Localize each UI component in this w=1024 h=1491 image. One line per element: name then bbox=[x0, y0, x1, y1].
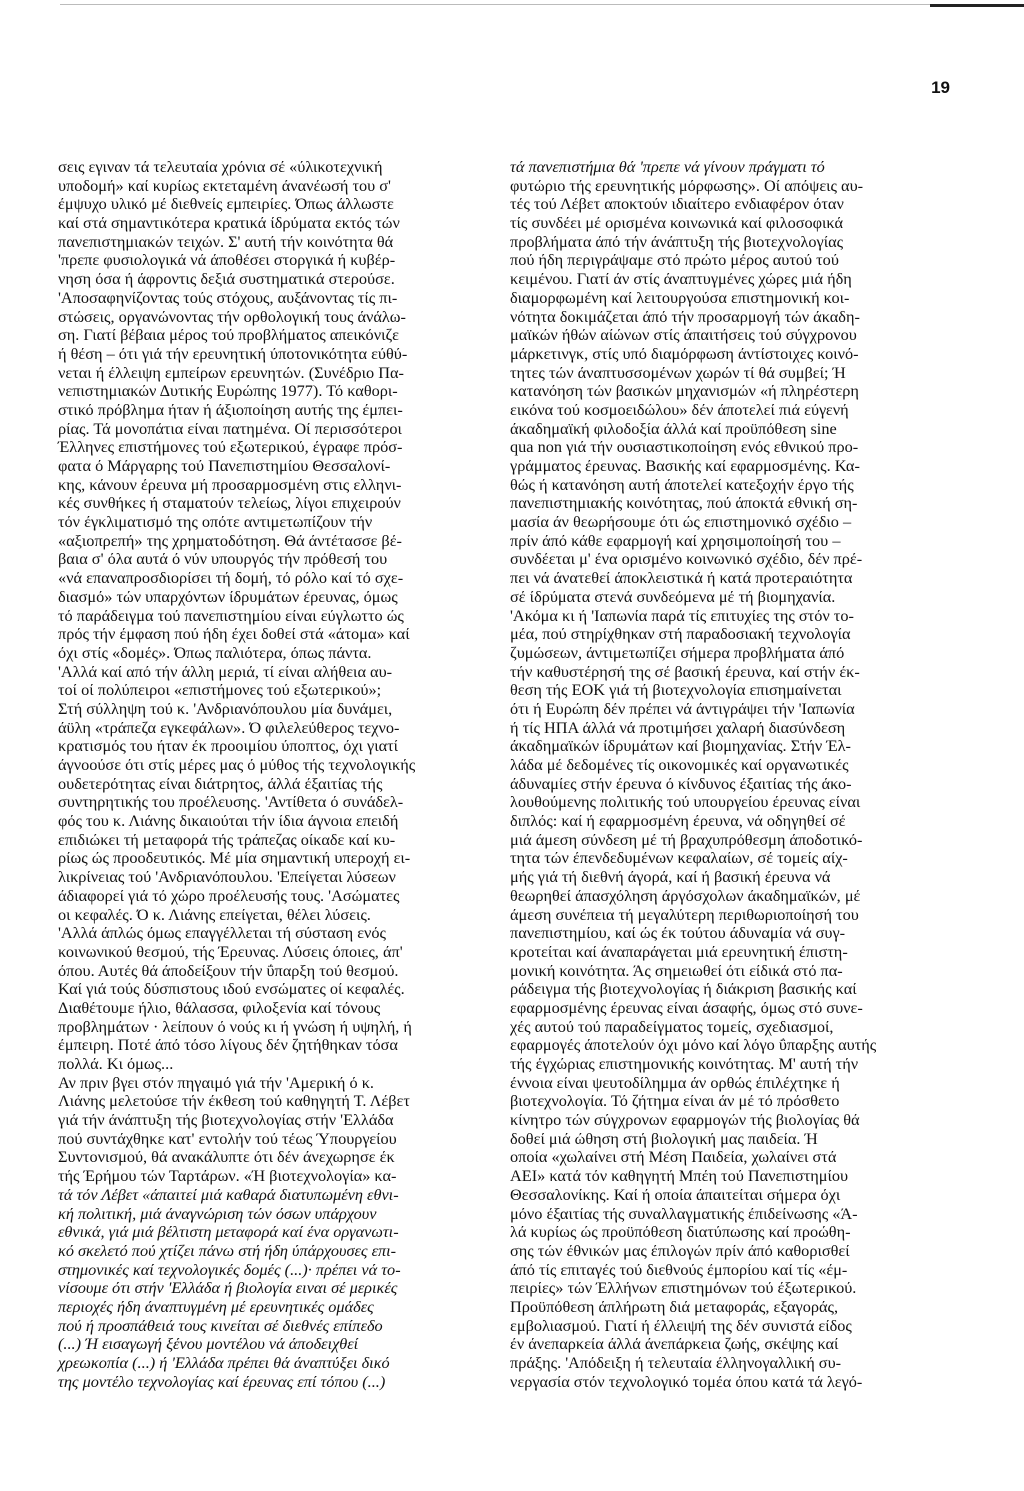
page-number: 19 bbox=[931, 78, 950, 97]
text-line: περιοχές ήδη άναπτυγμένη μέ ερευνητικές ομάδες bbox=[58, 1296, 374, 1316]
text-line: εικόνα τού κοσμοειδώλου» δέν άποτελεί πιά εύγενή bbox=[510, 399, 849, 419]
text-line: όπου. Αυτές θά άποδείξουν τήν ΰπαρξη τού θεσμού. bbox=[58, 960, 399, 980]
text-line: Καί γιά τούς δύσπιστους ιδού ενσώματες οί κεφαλές. bbox=[58, 979, 405, 999]
text-line: Έλληνες επιστήμονες τού εξωτερικού, έγραφε πρόσ- bbox=[58, 437, 403, 457]
text-line: έννοια είναι ψευτοδίλημμα άν ορθώς έπιλέχτηκε ή bbox=[510, 1072, 840, 1092]
text-line: (...) Ή εισαγωγή ξένου μοντέλου νά άποδειχθεί bbox=[58, 1334, 359, 1354]
text-line: εφαρμοσμένης έρευνας είναι άσαφής, όμως στό συνε- bbox=[510, 997, 863, 1017]
text-line: πού ή προσπάθειά τους κινείται σέ διεθνές επίπεδο bbox=[58, 1315, 383, 1335]
text-line: κοινωνικού θεσμού, τής Έρευνας. Λύσεις όποιες, άπ' bbox=[58, 941, 403, 961]
text-line: φατα ό Μάργαρης τού Πανεπιστημίου Θεσσαλονί- bbox=[58, 456, 391, 475]
text-line: εμβολιασμού. Γιατί ή έλλειψή της δέν συνιστά είδος bbox=[510, 1315, 852, 1335]
text-line: γράμματος έρευνας. Βασικής καί εφαρμοσμένης. Κα- bbox=[510, 456, 860, 475]
text-line: σεις εγιναν τά τελευταία χρόνια σέ «ύλικοτεχνική bbox=[58, 157, 383, 176]
text-line: άκαδημαϊκή φιλοδοξία άλλά καί προϋπόθεση sine bbox=[510, 418, 837, 438]
text-line: «νά επαναπροσδιορίσει τή δομή, τό ρόλο καί τό σχε- bbox=[58, 568, 404, 588]
text-line: στώσεις, οργανώνοντας τήν ορθολογική τους άνάλω- bbox=[58, 306, 406, 326]
text-line: πρός τήν έμφαση πού ήδη έχει δοθεί στά «άτομα» καί bbox=[58, 624, 410, 644]
text-line: ουδετερότητας είναι διάτρητος, άλλά έξαιτίας τής bbox=[58, 773, 383, 793]
text-line: κές συνθήκες ή σταματούν τελείως, λίγοι επιχειρούν bbox=[58, 493, 401, 513]
text-line: μασία άν θεωρήσουμε ότι ώς επιστημονικό σχέδιο – bbox=[510, 512, 852, 532]
text-line: υποδομή» καί κυρίως εκτεταμένη άνανέωσή του σ' bbox=[58, 175, 391, 195]
text-line: στημονικές καί τεχνολογικές δομές (...)· πρέπει νά το- bbox=[58, 1259, 401, 1279]
left-text-column bbox=[58, 158, 506, 1391]
text-line: έμψυχο υλικό μέ διεθνείς εμπειρίες. Όπως άλλωστε bbox=[58, 194, 394, 214]
text-line: νεργασία στόν τεχνολογικό τομέα όπου κατά τά λεγό- bbox=[510, 1371, 863, 1391]
text-line: τές τού Λέβετ αποκτούν ιδιαίτερο ενδιαφέρον όταν bbox=[510, 194, 844, 214]
text-line: νεται ή έλλειψη εμπείρων ερευνητών. (Συνέδριο Πα- bbox=[58, 362, 404, 382]
text-line: ή τίς ΗΠΑ άλλά νά προτιμήσει χαλαρή διασύνδεση bbox=[510, 717, 846, 737]
text-line: θεωρηθεί άπασχόληση άργόσχολων άκαδημαϊκών, μέ bbox=[510, 885, 861, 905]
text-line: qua non γιά τήν ουσιαστικοποίηση ενός εθνικού προ- bbox=[510, 437, 859, 457]
text-line: μής γιά τή διεθνή άγορά, καί ή βασική έρευνα νά bbox=[510, 867, 831, 887]
text-line: χές αυτού τού παραδείγματος τομείς, σχεδιασμοί, bbox=[510, 1016, 834, 1036]
text-line: άδιαφορεί γιά τό χώρο προέλευσής τους. 'Ασώματες bbox=[58, 885, 400, 905]
text-line: τόν έγκλιματισμό της οπότε αντιμετωπίζουν τήν bbox=[58, 512, 373, 532]
text-line: πρίν άπό κάθε εφαρμογή καί χρησιμοποίησή του – bbox=[510, 530, 841, 550]
text-line: νίσουμε ότι στήν 'Ελλάδα ή βιολογία ειναι σέ μερικές bbox=[58, 1278, 398, 1298]
text-line: έμπειρη. Ποτέ άπό τόσο λίγους δέν ζητήθηκαν τόσα bbox=[58, 1035, 398, 1055]
text-line: κό σκελετό πού χτίζει πάνω στή ήδη ύπάρχουσες επι- bbox=[58, 1240, 397, 1260]
text-line: ΑΕΙ» κατά τόν καθηγητή Μπέη τού Πανεπιστημίου bbox=[510, 1166, 849, 1186]
text-line: τό παράδειγμα τού πανεπιστημίου είναι εύγλωττο ώς bbox=[58, 605, 404, 625]
text-line: μαϊκών ήθών αίώνων στίς άπαιτήσεις τού σύγχρονου bbox=[510, 325, 857, 345]
text-line: κης, κάνουν έρευνα μή προσαρμοσμένη στις ελληνι- bbox=[58, 474, 402, 494]
text-line: χρεωκοπία (...) ή 'Ελλάδα πρέπει θά άναπτύξει δικό bbox=[58, 1353, 390, 1372]
text-line: έν άνεπαρκεία άλλά άνεπάρκεια ζωής, σκέψης καί bbox=[510, 1334, 839, 1354]
text-line: συντηρητικής του προέλευσης. 'Αντίθετα ό συνάδελ- bbox=[58, 792, 404, 812]
text-line: 'Αλλά άπλώς όμως επαγγέλλεται τή σύσταση ενός bbox=[58, 923, 386, 943]
text-line: ράδειγμα τής βιοτεχνολογίας ή διάκριση βασικής καί bbox=[510, 979, 857, 999]
header-rule-thin bbox=[60, 4, 944, 5]
text-line: ή θέση – ότι γιά τήν ερευνητική ύποτονικότητα εύθύ- bbox=[58, 343, 408, 363]
text-line: λικρίνειας τού 'Ανδριανόπουλου. 'Επείγεται λύσεων bbox=[58, 867, 396, 887]
text-line: κροτείται καί άναπαράγεται μιά ερευνητική έπιστη- bbox=[510, 941, 848, 961]
text-line: εφαρμογές άποτελούν όχι μόνο καί λόγο ΰπαρξης αυτής bbox=[510, 1035, 877, 1055]
text-line: μιά άμεση σύνδεση μέ τή βραχυπρόθεσμη άποδοτικό- bbox=[510, 829, 863, 849]
text-line: «αξιοπρεπή» της χρηματοδότηση. Θά άντέτασσε βέ- bbox=[58, 530, 402, 550]
text-line: Συντονισμού, θά ανακάλυπτε ότι δέν άνεχωρησε έκ bbox=[58, 1147, 395, 1167]
text-line: λά κυρίως ώς προϋπόθεση διατύπωσης καί προώθη- bbox=[510, 1222, 851, 1242]
text-line: οποία «χωλαίνει στή Μέση Παιδεία, χωλαίνει στά bbox=[510, 1147, 837, 1167]
text-line: 'Αλλά καί από τήν άλλη μεριά, τί είναι αλήθεια αυ- bbox=[58, 661, 393, 681]
text-line: μονική κοινότητα. Άς σημειωθεί ότι είδικά στό πα- bbox=[510, 960, 843, 980]
text-line: κατανόηση τών βασικών μηχανισμών «ή πληρέστερη bbox=[510, 381, 859, 401]
text-line: 'πρεπε φυσιολογικά νά άποθέσει στοργικά ή κυβέρ- bbox=[58, 250, 396, 270]
text-line: κίνητρο τών σύγχρονων εφαρμογών τής βιολογίας θά bbox=[510, 1110, 860, 1130]
text-line: ρίας. Τά μονοπάτια είναι πατημένα. Οί περισσότεροι bbox=[58, 418, 402, 438]
text-line: διαμορφωμένη καί λειτουργούσα επιστημονική κοι- bbox=[510, 287, 850, 307]
text-line: εθνικά, γιά μιά βέλτιστη μεταφορά καί ένα οργανωτι- bbox=[58, 1222, 399, 1242]
text-line: οι κεφαλές. Ό κ. Λιάνης επείγεται, θέλει λύσεις. bbox=[58, 904, 371, 924]
text-line: συνδέεται μ' ένα ορισμένο κοινωνικό σχέδιο, δέν πρέ- bbox=[510, 549, 863, 569]
text-line: βιοτεχνολογία. Τό ζήτημα είναι άν μέ τό πρόσθετο bbox=[510, 1091, 840, 1111]
text-line: κή πολιτική, μιά άναγνώριση τών όσων υπάρχουν bbox=[58, 1203, 377, 1223]
text-line: 'Αποσαφηνίζοντας τούς στόχους, αυξάνοντας τίς πι- bbox=[58, 287, 398, 307]
text-line: γιά τήν άνάπτυξη τής βιοτεχνολογίας στήν 'Ελλάδα bbox=[58, 1110, 394, 1130]
text-line: τήν καθυστέρησή της σέ βασική έρευνα, καί στήν έκ- bbox=[510, 661, 860, 681]
text-line: κρατισμός του ήταν έκ προοιμίου ύποπτος, όχι γιατί bbox=[58, 736, 399, 756]
text-line: πανεπιστημιακής κοινότητας, πού άποκτά εθνική ση- bbox=[510, 493, 858, 513]
text-line: διασμό» τών υπαρχόντων ίδρυμάτων έρευνας, όμως bbox=[58, 586, 398, 606]
header-rule-thick bbox=[930, 4, 1024, 7]
text-line: επιδιώκει τή μεταφορά τής τράπεζας οίκαδε καί κυ- bbox=[58, 829, 396, 849]
text-line: ση. Γιατί βέβαια μέρος τού προβλήματος απεικόνιζε bbox=[58, 325, 400, 345]
text-line: κειμένου. Γιατί άν στίς άναπτυγμένες χώρες μιά ήδη bbox=[510, 269, 852, 289]
text-line: μόνο έξαιτίας τής συναλλαγματικής έπιδείνωσης «Ά- bbox=[510, 1203, 858, 1223]
text-line: φός του κ. Λιάνης δικαιούται τήν ίδια άγνοια επειδή bbox=[58, 811, 399, 831]
text-line: μάρκετινγκ, στίς υπό διαμόρφωση άντίστοιχες κοινό- bbox=[510, 343, 859, 363]
text-line: δοθεί μιά ώθηση στή βιολογική μας παιδεία. Ή bbox=[510, 1128, 818, 1148]
right-text-column bbox=[510, 158, 958, 1391]
text-line: ρίως ώς προοδευτικός. Μέ μία σημαντική υπεροχή ει- bbox=[58, 848, 411, 868]
text-line: Στή σύλληψη τού κ. 'Ανδριανόπουλου μία δυνάμει, bbox=[58, 698, 393, 718]
text-line: τίς συνδέει μέ ορισμένα κοινωνικά καί φιλοσοφικά bbox=[510, 213, 844, 233]
text-line: τητα τών έπενδεδυμένων κεφαλαίων, σέ τομείς αίχ- bbox=[510, 848, 848, 868]
text-line: φυτώριο τής ερευνητικής μόρφωσης». Οί απόψεις αυ- bbox=[510, 175, 864, 195]
text-line: τής Έρήμου τών Ταρτάρων. «Ή βιοτεχνολογία» κα- bbox=[58, 1166, 397, 1186]
text-line: πανεπιστημιακών τειχών. Σ' αυτή τήν κοινότητα θά bbox=[58, 231, 394, 251]
text-line: άδυναμίες στήν έρευνα ό κίνδυνος έξαιτίας τής άκο- bbox=[510, 773, 852, 793]
text-line: στικό πρόβλημα ήταν ή άξιοποίηση αυτής της έμπει- bbox=[58, 399, 403, 419]
text-line: λάδα μέ δεδομένες τίς οικονομικές καί οργανωτικές bbox=[510, 755, 849, 774]
text-line: Αν πριν βγει στόν πηγαιμό γιά τήν 'Αμερική ό κ. bbox=[58, 1072, 374, 1092]
text-line: σης τών έθνικών μας έπιλογών πρίν άπό καθορισθεί bbox=[510, 1240, 850, 1260]
text-line: τά τόν Λέβετ «άπαιτεί μιά καθαρά διατυπωμένη εθνι- bbox=[58, 1184, 399, 1204]
text-line: Λιάνης μελετούσε τήν έκθεση τού καθηγητή Τ. Λέβετ bbox=[58, 1091, 410, 1111]
text-line: καί στά σημαντικότερα κρατικά ίδρύματα εκτός τών bbox=[58, 213, 400, 233]
text-line: πού ήδη περιγράψαμε στό πρώτο μέρος αυτού τού bbox=[510, 250, 839, 270]
text-line: θεση τής ΕΟΚ γιά τή βιοτεχνολογία επισημαίνεται bbox=[510, 680, 842, 700]
text-line: λουθούμενης πολιτικής τού υπουργείου έρευνας είναι bbox=[510, 792, 861, 812]
text-line: πανεπιστημίου, καί ώς έκ τούτου άδυναμία νά συγ- bbox=[510, 923, 846, 943]
text-line: πειρίες» τών Έλλήνων επιστημόνων τού έξωτερικού. bbox=[510, 1278, 857, 1298]
text-line: προβλήματα άπό τήν άνάπτυξη τής βιοτεχνολογίας bbox=[510, 231, 844, 251]
text-line: άγνοούσε ότι στίς μέρες μας ό μύθος τής τεχνολογικής bbox=[58, 755, 416, 774]
text-line: διπλός: καί ή εφαρμοσμένη έρευνα, νά οδηγηθεί σέ bbox=[510, 811, 846, 831]
text-line: σέ ίδρύματα στενά συνδεόμενα μέ τή βιομηχανία. bbox=[510, 586, 836, 606]
text-line: άπό τίς επιταγές τού διεθνούς έμπορίου καί τίς «έμ- bbox=[510, 1259, 848, 1279]
text-line: προβλημάτων · λείπουν ό νούς κι ή γνώση ή υψηλή, ή bbox=[58, 1016, 412, 1036]
text-line: ζυμώσεων, άντιμετωπίζει σήμερα προβλήματα άπό bbox=[510, 642, 845, 662]
text-line: βαια σ' όλα αυτά ό νύν υπουργός τήν πρόθεσή του bbox=[58, 549, 388, 569]
text-line: της μοντέλο τεχνολογίας καί έρευνας επί τόπου (...) bbox=[58, 1371, 386, 1391]
text-line: Θεσσαλονίκης. Καί ή οποία άπαιτείται σήμερα όχι bbox=[510, 1184, 841, 1204]
text-line: τοί οί πολύπειροι «επιστήμονες τού εξωτερικού»; bbox=[58, 680, 382, 700]
text-line: τά πανεπιστήμια θά 'πρεπε νά γίνουν πράγματι τό bbox=[510, 157, 825, 176]
text-line: 'Ακόμα κι ή 'Ιαπωνία παρά τίς επιτυχίες της στόν το- bbox=[510, 605, 854, 625]
text-line: νότητα δοκιμάζεται άπό τήν προσαρμογή τών άκαδη- bbox=[510, 306, 860, 326]
text-line: όχι στίς «δομές». Όπως παλιότερα, όπως πάντα. bbox=[58, 642, 372, 662]
text-line: θώς ή κατανόηση αυτή άποτελεί κατεξοχήν έργο τής bbox=[510, 474, 854, 494]
text-line: τητες τών άναπτυσσομένων χωρών τί θά συμβεί; Ή bbox=[510, 362, 846, 382]
text-line: ότι ή Ευρώπη δέν πρέπει νά άντιγράψει τήν 'Ιαπωνία bbox=[510, 698, 855, 718]
text-line: τής έγχώριας επιστημονικής κοινότητας. Μ' αυτή τήν bbox=[510, 1054, 859, 1073]
text-line: πει νά άνατεθεί άποκλειστικά ή κατά προτεραιότητα bbox=[510, 568, 853, 588]
text-line: πού συντάχθηκε κατ' εντολήν τού τέως Ύπουργείου bbox=[58, 1128, 397, 1148]
text-line: Διαθέτουμε ήλιο, θάλασσα, φιλοξενία καί τόνους bbox=[58, 997, 381, 1017]
text-line: πολλά. Κι όμως... bbox=[58, 1054, 174, 1073]
text-line: πράξης. 'Απόδειξη ή τελευταία έλληνογαλλική συ- bbox=[510, 1353, 842, 1372]
text-line: νεπιστημιακών Δυτικής Ευρώπης 1977). Τό καθορι- bbox=[58, 381, 398, 401]
text-line: άκαδημαϊκών ίδρυμάτων καί βιομηχανίας. Στήν Έλ- bbox=[510, 736, 851, 756]
text-line: Προϋπόθεση άπλήρωτη διά μεταφοράς, εξαγοράς, bbox=[510, 1296, 839, 1316]
text-line: νηση όσα ή άφροντις δεξιά συστηματικά στερούσε. bbox=[58, 269, 395, 289]
text-line: μέα, πού στηρίχθηκαν στή παραδοσιακή τεχνολογία bbox=[510, 624, 851, 644]
text-line: άϋλη «τράπεζα εγκεφάλων». Ό φιλελεύθερος τεχνο- bbox=[58, 717, 400, 737]
text-line: άμεση συνέπεια τή μεγαλύτερη περιθωριοποίησή του bbox=[510, 904, 859, 924]
